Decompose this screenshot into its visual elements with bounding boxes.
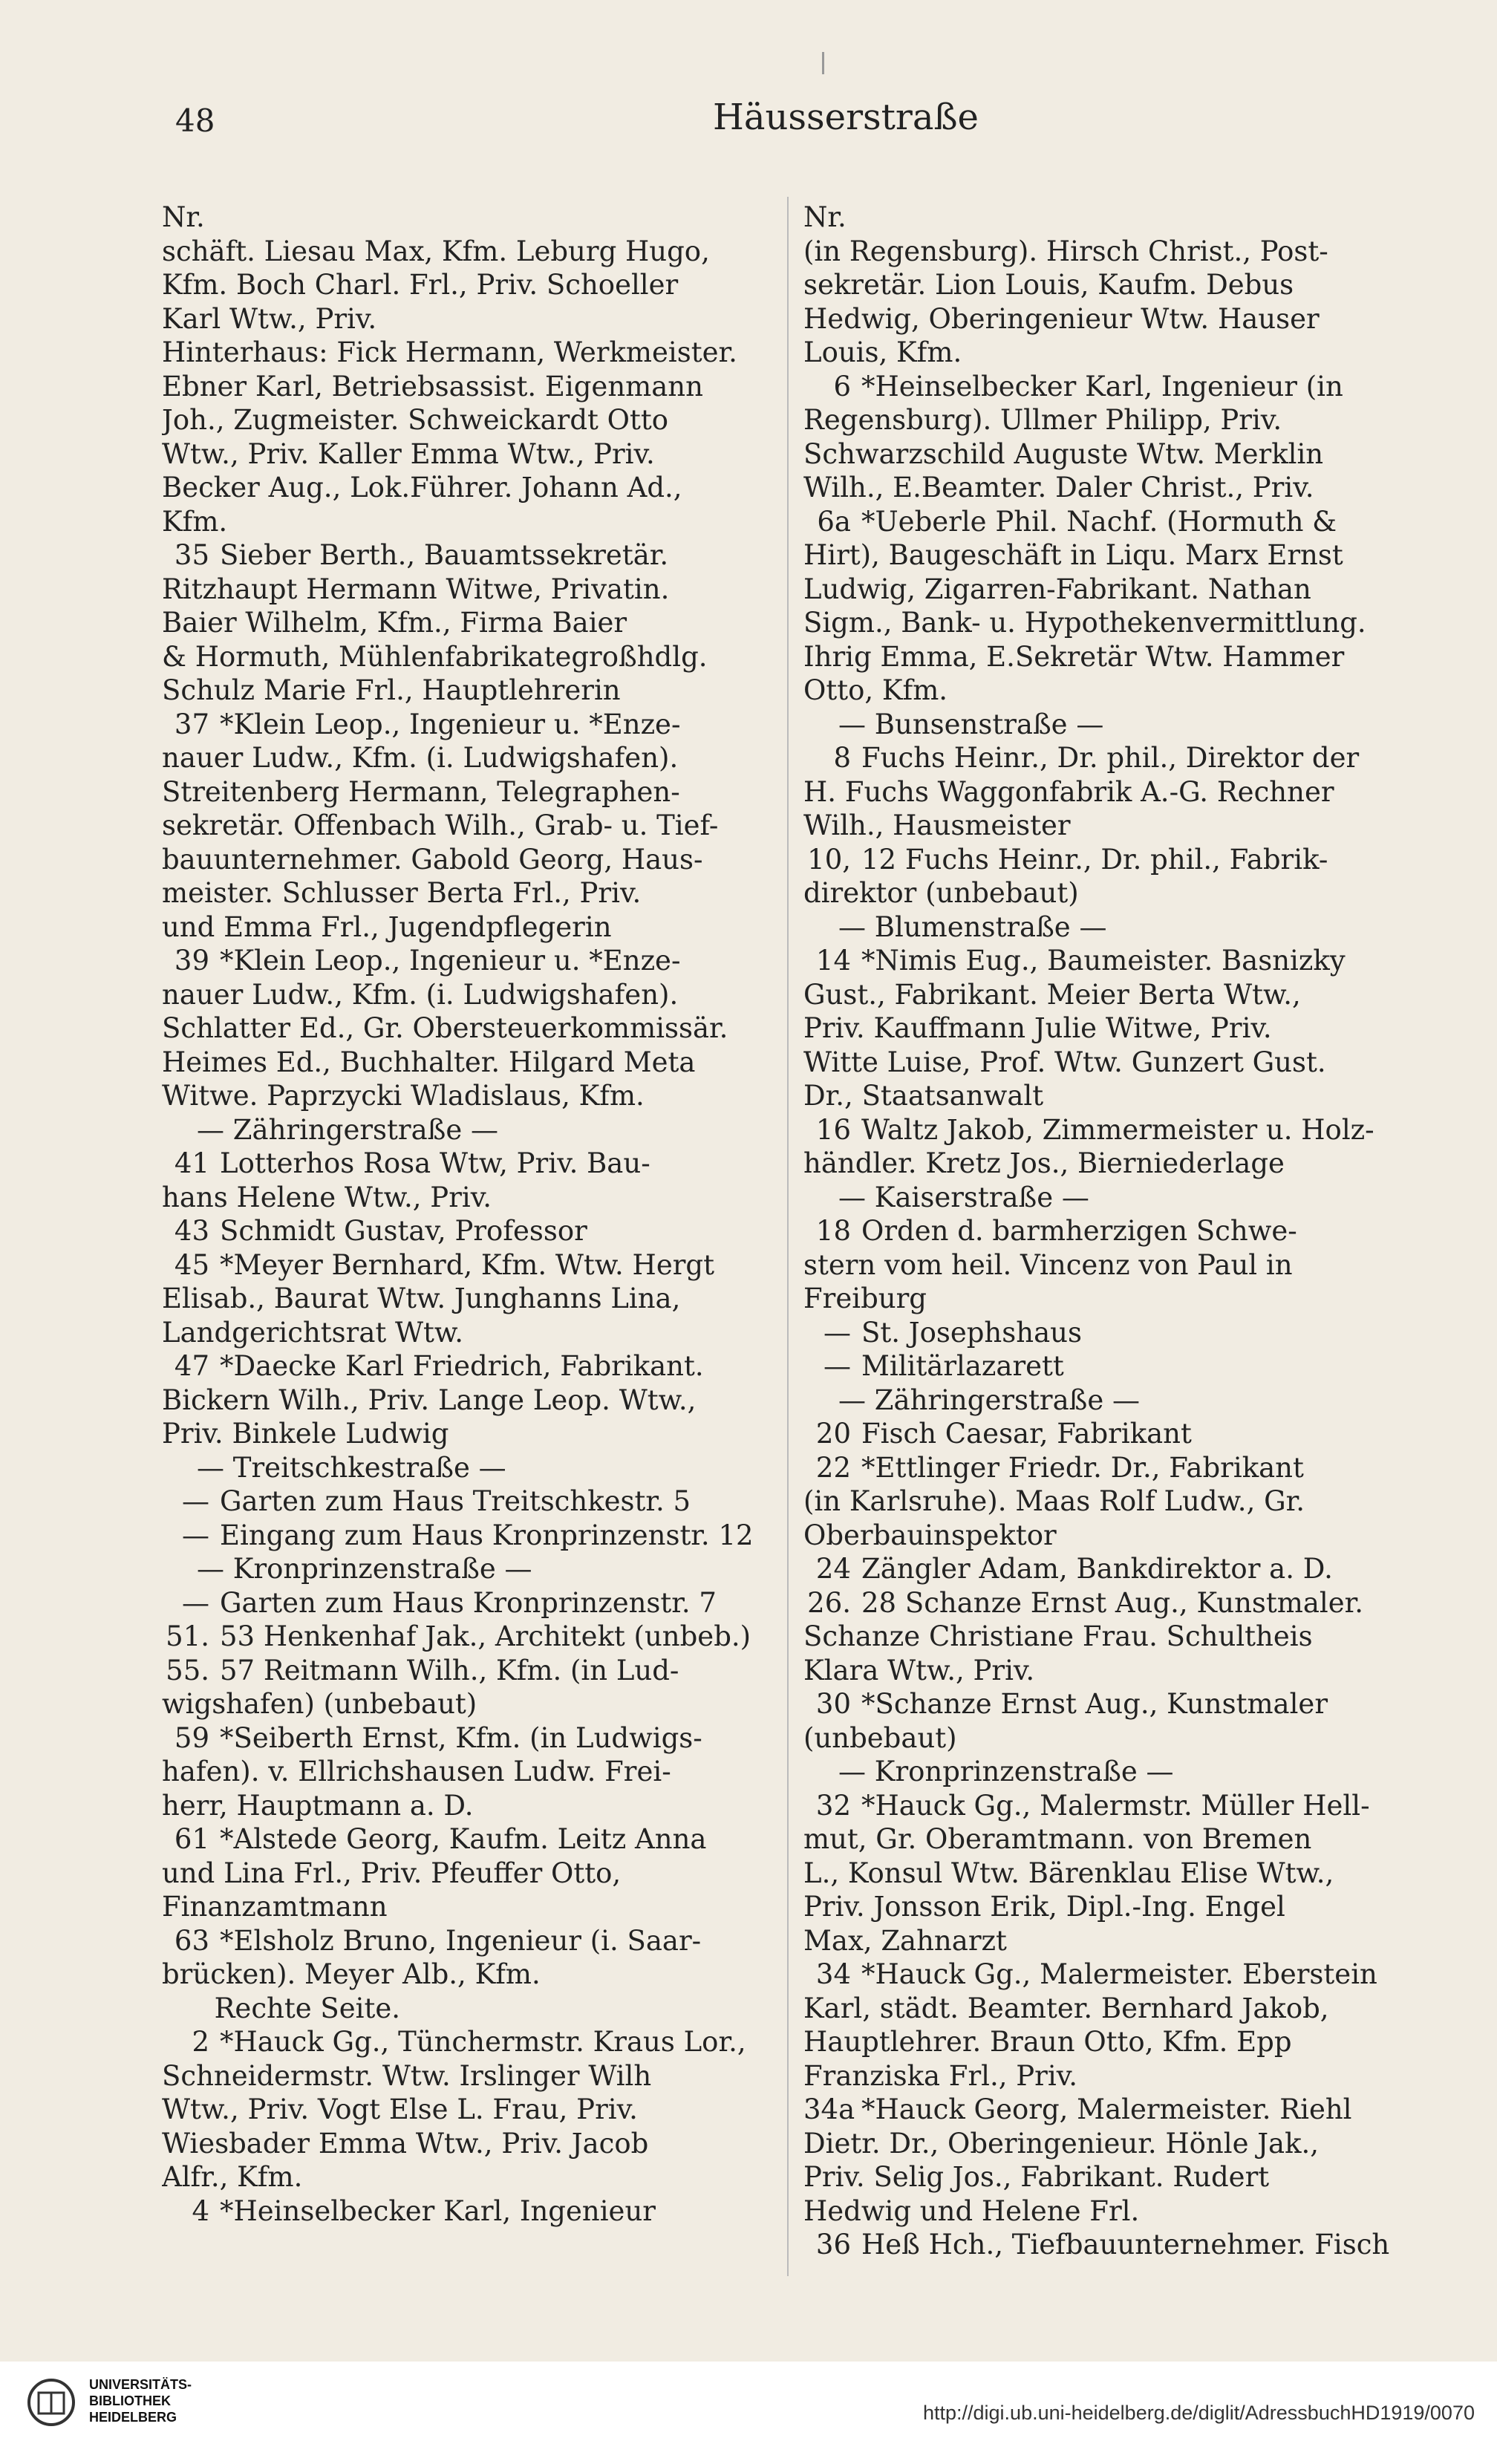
house-number: 32 [815,1789,851,1822]
entry-text: Schanze Christiane Frau. Schultheis [803,1620,1313,1652]
entry-line [162,1755,786,1789]
entry-text: Schulz Marie Frl., Hauptlehrerin [162,674,621,706]
entry-line [162,640,786,674]
entry-text: Joh., Zugmeister. Schweickardt Otto [162,404,669,436]
entry-line [162,944,786,978]
entry-text: Lotterhos Rosa Wtw, Priv. Bau- [220,1147,650,1179]
entry-line [162,2059,786,2093]
entry-text: Ihrig Emma, E.Sekretär Wtw. Hammer [803,640,1345,673]
library-name-line: HEIDELBERG [89,2410,177,2425]
entry-text: *Schanze Ernst Aug., Kunstmaler [861,1688,1328,1720]
entry-text: Hedwig, Oberingenieur Wtw. Hauser [803,302,1320,335]
entry-line [162,1248,786,1282]
entry-line [803,471,1430,505]
entry-line [803,1992,1430,2026]
library-name-line: UNIVERSITÄTS- [89,2377,192,2392]
entry-text: Priv. Binkele Ludwig [162,1418,449,1450]
entry-line [803,1687,1430,1721]
entry-line [162,1992,786,2026]
entry-line [162,1586,786,1620]
entry-line [803,1857,1430,1891]
entry-text: Kfm. [162,505,228,538]
entry-line [162,2025,786,2059]
entry-line [803,505,1430,539]
entry-text: Fisch Caesar, Fabrikant [861,1418,1192,1450]
entry-line [803,1417,1430,1451]
entry-line [162,1079,786,1113]
entry-text: Waltz Jakob, Zimmermeister u. Holz- [861,1113,1374,1146]
entry-text: Priv. Jonsson Erik, Dipl.-Ing. Engel [803,1891,1285,1923]
entry-line [803,1484,1430,1519]
entry-text: Alfr., Kfm. [162,2161,303,2193]
entry-text: Wilh., Hausmeister [803,809,1071,841]
entry-line [803,1046,1430,1080]
entry-text: Baier Wilhelm, Kfm., Firma Baier [162,607,627,639]
entry-text: hafen). v. Ellrichshausen Ludw. Frei- [162,1756,671,1787]
entry-line [803,640,1430,674]
entry-text: Hedwig und Helene Frl. [803,2194,1140,2227]
entry-text: Eingang zum Haus Kronprinzenstr. 12 [220,1519,754,1551]
entry-text: Militärlazarett [861,1350,1064,1382]
house-number: 30 [815,1688,851,1720]
entry-text: Priv. Selig Jos., Fabrikant. Rudert [803,2161,1270,2193]
entry-line [162,1451,786,1485]
entry-text: — Zähringerstraße — [162,1113,498,1146]
entry-text: Dr., Staatsanwalt [803,1080,1044,1112]
library-name [89,2376,192,2425]
entry-text: schäft. Liesau Max, Kfm. Leburg Hugo, [162,235,710,267]
entry-text: Finanzamtmann [162,1891,388,1923]
entry-text: Heß Hch., Tiefbauunternehmer. Fisch [861,2229,1390,2261]
entry-text: Louis, Kfm. [803,336,962,368]
house-number: — [823,1350,851,1382]
entry-text: — Blumenstraße — [803,910,1107,943]
page-number: 48 [175,102,215,139]
running-head-title: Häusserstraße [713,97,979,138]
entry-text: — Bunsenstraße — [803,708,1104,740]
entry-text: *Klein Leop., Ingenieur u. *Enze- [220,945,681,977]
entry-text: stern vom heil. Vincenz von Paul in [803,1248,1293,1281]
entry-text: Sigm., Bank- u. Hypothekenvermittlung. [803,607,1366,639]
entry-line [803,876,1430,910]
entry-text: Oberbauinspektor [803,1519,1057,1551]
entry-line [162,471,786,505]
entry-text: Nr. [162,201,205,233]
entry-text: Garten zum Haus Treitschkestr. 5 [220,1485,691,1517]
footer-bar [0,2362,1497,2464]
entry-line [803,2025,1430,2059]
entry-text: *Heinselbecker Karl, Ingenieur (in [861,370,1343,402]
entry-line [803,336,1430,370]
entry-text: (in Regensburg). Hirsch Christ., Post- [803,235,1328,267]
entry-text: Schwarzschild Auguste Wtw. Merklin [803,437,1324,470]
entry-text: L., Konsul Wtw. Bärenklau Elise Wtw., [803,1857,1334,1889]
entry-text: 53 Henkenhaf Jak., Architekt (unbeb.) [220,1620,751,1652]
entry-line [162,336,786,370]
entry-line [803,1924,1430,1958]
entry-text: *Meyer Bernhard, Kfm. Wtw. Hergt [220,1248,714,1281]
entry-line [803,1822,1430,1857]
entry-text: Klara Wtw., Priv. [803,1654,1035,1686]
entry-line [803,910,1430,945]
entry-text: *Hauck Gg., Tünchermstr. Kraus Lor., [220,2026,746,2058]
entry-text: Wtw., Priv. Kaller Emma Wtw., Priv. [162,437,655,470]
entry-line [162,235,786,269]
entry-text: Ritzhaupt Hermann Witwe, Privatin. [162,573,670,605]
entry-text: wigshafen) (unbebaut) [162,1688,477,1720]
entry-line [803,1214,1430,1248]
entry-line [803,1552,1430,1586]
entry-line [803,809,1430,843]
entry-line [162,1147,786,1181]
entry-text: Zängler Adam, Bankdirektor a. D. [861,1553,1333,1585]
entry-line [803,1282,1430,1316]
entry-line [803,2194,1430,2229]
entry-line [162,1046,786,1080]
entry-text: Ebner Karl, Betriebsassist. Eigenmann [162,370,703,402]
entry-line [162,201,786,235]
entry-line [803,268,1430,302]
entry-line [803,1586,1430,1620]
entry-text: Wilh., E.Beamter. Daler Christ., Priv. [803,472,1314,503]
entry-line [803,2059,1430,2093]
entry-line [162,1417,786,1451]
entry-line [803,741,1430,775]
house-number: 10, [807,843,851,876]
library-name-line: BIBLIOTHEK [89,2393,171,2408]
entry-line [162,302,786,336]
entry-line [162,978,786,1012]
entry-line [803,573,1430,607]
entry-text: direktor (unbebaut) [803,877,1079,909]
entry-text: Sieber Berth., Bauamtssekretär. [220,539,669,571]
entry-text: 57 Reitmann Wilh., Kfm. (in Lud- [220,1654,679,1686]
entry-line [162,1181,786,1215]
entry-line [803,2160,1430,2194]
house-number: 2 [192,2026,209,2058]
house-number: 20 [815,1418,851,1450]
entry-text: Streitenberg Hermann, Telegraphen- [162,775,680,808]
entry-line [803,1181,1430,1215]
house-number: — [182,1485,209,1517]
entry-text: händler. Kretz Jos., Bierniederlage [803,1147,1285,1179]
entry-line [162,573,786,607]
entry-line [803,606,1430,640]
entry-line [162,1011,786,1046]
entry-text: Becker Aug., Lok.Führer. Johann Ad., [162,472,682,503]
entry-line [803,775,1430,809]
entry-line [162,1789,786,1823]
house-number: 22 [815,1451,851,1484]
entry-line [803,708,1430,742]
entry-line [162,606,786,640]
entry-text: — Kaiserstraße — [803,1181,1089,1213]
house-number: 8 [833,742,851,774]
entry-line [162,268,786,302]
entry-line [162,1113,786,1147]
entry-text: Ludwig, Zigarren-Fabrikant. Nathan [803,573,1311,605]
entry-line [162,1924,786,1958]
entry-line [803,1654,1430,1688]
entry-text: Regensburg). Ullmer Philipp, Priv. [803,404,1282,436]
entry-text: Schlatter Ed., Gr. Obersteuerkommissär. [162,1012,728,1044]
entry-line [162,1316,786,1350]
entry-text: 12 Fuchs Heinr., Dr. phil., Fabrik- [861,843,1328,876]
entry-text: hans Helene Wtw., Priv. [162,1181,492,1213]
entry-text: Heimes Ed., Buchhalter. Hilgard Meta [162,1046,696,1078]
entry-text: nauer Ludw., Kfm. (i. Ludwigshafen). [162,742,679,774]
house-number: 55. [166,1654,209,1686]
entry-line [162,910,786,945]
entry-text: *Daecke Karl Friedrich, Fabrikant. [220,1350,704,1382]
house-number: 24 [815,1553,851,1585]
entry-line [803,1383,1430,1418]
entry-text: *Klein Leop., Ingenieur u. *Enze- [220,708,681,740]
house-number: 18 [815,1215,851,1247]
entry-line [162,1349,786,1383]
house-number: 41 [174,1147,209,1179]
entry-line [162,505,786,539]
entry-line [162,2093,786,2127]
entry-line [162,2194,786,2229]
entry-text: mut, Gr. Oberamtmann. von Bremen [803,1823,1312,1855]
entry-line [162,1654,786,1688]
entry-text: — Zähringerstraße — [803,1383,1140,1416]
entry-line [803,1349,1430,1383]
entry-text: Otto, Kfm. [803,674,948,706]
entry-text: Wtw., Priv. Vogt Else L. Frau, Priv. [162,2093,638,2125]
house-number: 43 [174,1215,209,1247]
house-number: 16 [815,1113,851,1146]
entry-line [803,1147,1430,1181]
house-number: 14 [815,945,851,977]
entry-text: Rechte Seite. [162,1992,401,2024]
entry-line [803,1755,1430,1789]
entry-text: bauunternehmer. Gabold Georg, Haus- [162,843,703,876]
entry-line [162,1620,786,1654]
entry-line [162,1721,786,1756]
entry-line [162,708,786,742]
entry-text: *Ueberle Phil. Nachf. (Hormuth & [861,505,1337,538]
entry-text: Nr. [803,201,847,233]
house-number: — [823,1316,851,1349]
entry-line [803,1890,1430,1924]
house-number: 59 [174,1721,209,1754]
house-number: 63 [174,1924,209,1957]
house-number: 4 [192,2194,209,2227]
entry-line [162,741,786,775]
entry-text: Kfm. Boch Charl. Frl., Priv. Schoeller [162,269,679,301]
house-number: 36 [815,2229,851,2261]
entry-text: Franziska Frl., Priv. [803,2059,1077,2092]
entry-text: *Alstede Georg, Kaufm. Leitz Anna [220,1823,707,1855]
entry-text: *Nimis Eug., Baumeister. Basnizky [861,945,1346,977]
entry-line [162,1519,786,1553]
entry-line [162,674,786,708]
entry-line [162,403,786,437]
entry-text: Orden d. barmherzigen Schwe- [861,1215,1297,1247]
entry-line [803,1789,1430,1823]
entry-line [803,978,1430,1012]
entry-text: *Ettlinger Friedr. Dr., Fabrikant [861,1451,1304,1484]
entry-text: — Kronprinzenstraße — [162,1553,532,1585]
entry-text: *Elsholz Bruno, Ingenieur (i. Saar- [220,1924,702,1957]
entry-text: & Hormuth, Mühlenfabrikategroßhdlg. [162,640,708,673]
house-number: 34 [815,1958,851,1990]
entry-text: *Hauck Gg., Malermstr. Müller Hell- [861,1789,1370,1822]
entry-line [803,1519,1430,1553]
house-number: 26. [807,1586,851,1619]
entry-line [162,843,786,877]
entry-line [803,302,1430,336]
entry-text: — Treitschkestraße — [162,1451,506,1484]
entry-line [162,775,786,809]
house-number: 39 [174,945,209,977]
entry-line [162,1890,786,1924]
house-number: 34a [803,2093,855,2125]
entry-line [803,437,1430,472]
entry-line [162,1214,786,1248]
entry-line [803,2228,1430,2262]
entry-text: Witte Luise, Prof. Wtw. Gunzert Gust. [803,1046,1326,1078]
entry-text: herr, Hauptmann a. D. [162,1789,474,1822]
entry-line [803,235,1430,269]
house-number: 37 [174,708,209,740]
entry-line [803,1316,1430,1350]
entry-text: *Heinselbecker Karl, Ingenieur [220,2194,656,2227]
entry-line [803,2093,1430,2127]
entry-text: St. Josephshaus [861,1316,1082,1349]
entry-line [162,437,786,472]
entry-text: und Lina Frl., Priv. Pfeuffer Otto, [162,1857,622,1889]
right-column [803,201,1430,2262]
house-number: — [182,1519,209,1551]
entry-text: Elisab., Baurat Wtw. Junghanns Lina, [162,1282,681,1314]
entry-text: (unbebaut) [803,1721,957,1754]
entry-line [803,1248,1430,1282]
entry-text: Gust., Fabrikant. Meier Berta Wtw., [803,978,1301,1011]
entry-line [803,674,1430,708]
entry-line [162,1484,786,1519]
house-number: 6a [817,505,851,538]
entry-line [162,370,786,404]
entry-line [803,370,1430,404]
entry-text: Schmidt Gustav, Professor [220,1215,587,1247]
entry-line [162,1383,786,1418]
house-number: 47 [174,1350,209,1382]
entry-line [803,944,1430,978]
entry-line [162,1857,786,1891]
entry-line [803,2127,1430,2161]
entry-line [803,201,1430,235]
entry-text: Bickern Wilh., Priv. Lange Leop. Wtw., [162,1383,697,1416]
entry-line [162,538,786,573]
source-url-link[interactable]: http://digi.ub.uni-heidelberg.de/diglit/AdressbuchHD1919/0070 [922,2402,1475,2424]
house-number: 6 [833,370,851,402]
entry-text: Garten zum Haus Kronprinzenstr. 7 [220,1586,717,1619]
margin-mark [822,52,824,74]
entry-line [162,2160,786,2194]
entry-line [162,1282,786,1316]
entry-text: Karl, städt. Beamter. Bernhard Jakob, [803,1992,1329,2024]
left-column [162,201,786,2228]
entry-line [162,1687,786,1721]
entry-text: Max, Zahnarzt [803,1924,1007,1957]
entry-line [803,1958,1430,1992]
entry-text: sekretär. Lion Louis, Kaufm. Debus [803,269,1294,301]
entry-line [803,1079,1430,1113]
entry-text: brücken). Meyer Alb., Kfm. [162,1958,541,1990]
entry-text: Hinterhaus: Fick Hermann, Werkmeister. [162,336,737,368]
house-number: 35 [174,539,209,571]
entry-text: 28 Schanze Ernst Aug., Kunstmaler. [861,1586,1364,1619]
library-logo-icon [25,2376,77,2428]
entry-text: Freiburg [803,1282,927,1314]
house-number: 61 [174,1823,209,1855]
entry-text: Hirt), Baugeschäft in Liqu. Marx Ernst [803,539,1343,571]
entry-text: *Seiberth Ernst, Kfm. (in Ludwigs- [220,1721,702,1754]
entry-text: meister. Schlusser Berta Frl., Priv. [162,877,642,909]
entry-text: Hauptlehrer. Braun Otto, Kfm. Epp [803,2026,1292,2058]
entry-text: Priv. Kauffmann Julie Witwe, Priv. [803,1012,1272,1044]
house-number: 51. [166,1620,209,1652]
entry-line [162,1822,786,1857]
entry-line [803,1620,1430,1654]
entry-line [162,1552,786,1586]
entry-text: nauer Ludw., Kfm. (i. Ludwigshafen). [162,978,679,1011]
entry-text: Witwe. Paprzycki Wladislaus, Kfm. [162,1080,645,1112]
entry-text: und Emma Frl., Jugendpflegerin [162,910,612,943]
entry-text: Wiesbader Emma Wtw., Priv. Jacob [162,2127,649,2160]
house-number: 45 [174,1248,209,1281]
entry-line [162,809,786,843]
entry-line [162,876,786,910]
entry-text: Dietr. Dr., Oberingenieur. Hönle Jak., [803,2127,1320,2160]
entry-line [162,1958,786,1992]
column-divider [787,197,789,2276]
entry-line [803,1011,1430,1046]
entry-line [803,1721,1430,1756]
entry-line [803,538,1430,573]
entry-text: H. Fuchs Waggonfabrik A.-G. Rechner [803,775,1334,808]
entry-text: Fuchs Heinr., Dr. phil., Direktor der [861,742,1360,774]
entry-text: sekretär. Offenbach Wilh., Grab- u. Tief- [162,809,719,841]
entry-text: Landgerichtsrat Wtw. [162,1316,463,1349]
entry-line [803,843,1430,877]
entry-line [162,2127,786,2161]
entry-line [803,1451,1430,1485]
entry-text: Schneidermstr. Wtw. Irslinger Wilh [162,2059,652,2092]
entry-text: *Hauck Georg, Malermeister. Riehl [861,2093,1352,2125]
entry-text: (in Karlsruhe). Maas Rolf Ludw., Gr. [803,1485,1305,1517]
entry-line [803,1113,1430,1147]
house-number: — [182,1586,209,1619]
entry-text: — Kronprinzenstraße — [803,1756,1174,1787]
entry-text: *Hauck Gg., Malermeister. Eberstein [861,1958,1377,1990]
entry-text: Karl Wtw., Priv. [162,302,377,335]
entry-line [803,403,1430,437]
